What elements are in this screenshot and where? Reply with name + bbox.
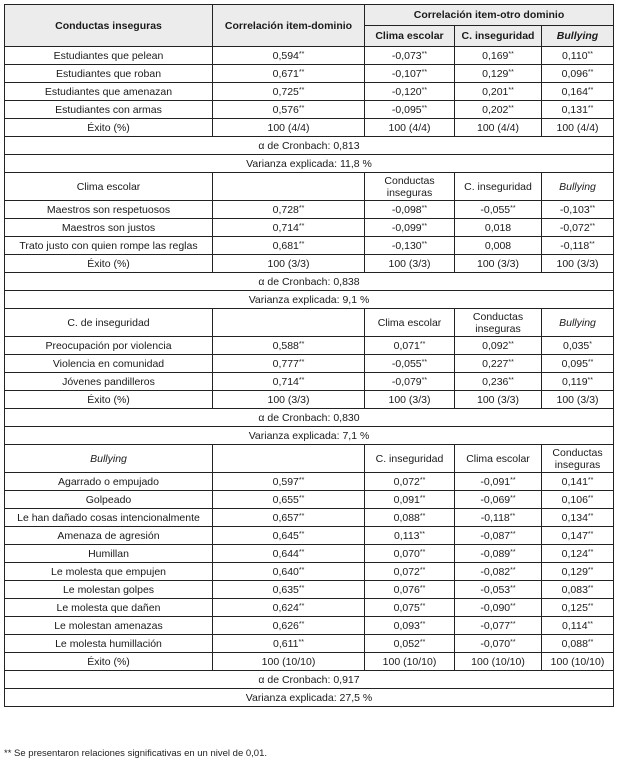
significance-mark: ** — [298, 512, 305, 520]
row-label: Le molestan amenazas — [5, 617, 213, 635]
significance-mark: ** — [419, 340, 426, 348]
significance-mark: ** — [298, 340, 305, 348]
significance-mark: ** — [510, 584, 516, 592]
row-value: 0,091** — [365, 491, 455, 509]
cronbach-alpha-row — [5, 273, 614, 291]
header-sub-1: Clima escolar — [365, 26, 455, 47]
row-label: Amenaza de agresión — [5, 527, 213, 545]
significance-mark: ** — [298, 376, 305, 384]
row-value: 100 (3/3) — [455, 255, 542, 273]
significance-mark: ** — [419, 620, 426, 628]
row-label: Agarrado o empujado — [5, 473, 213, 491]
significance-mark: ** — [508, 340, 514, 348]
cronbach-alpha: α de Cronbach: 0,838 — [5, 273, 614, 291]
row-value: 0,597** — [213, 473, 365, 491]
row-value: 0,728** — [213, 201, 365, 219]
row-value: 0,129** — [542, 563, 614, 581]
significance-mark: ** — [298, 566, 305, 574]
section-title: Bullying — [5, 445, 213, 473]
table-row — [5, 581, 614, 599]
row-value: 0,088** — [542, 635, 614, 653]
row-value: -0,079** — [365, 373, 455, 391]
row-value: 0,657** — [213, 509, 365, 527]
significance-mark: ** — [510, 566, 516, 574]
row-value: 100 (4/4) — [365, 119, 455, 137]
significance-mark: ** — [509, 512, 516, 520]
significance-mark: ** — [587, 566, 594, 574]
row-label: Maestros son respetuosos — [5, 201, 213, 219]
table-row — [5, 65, 614, 83]
section-header-row — [5, 173, 614, 201]
table-row — [5, 101, 614, 119]
significance-mark: ** — [510, 602, 516, 610]
row-value: 0,110** — [542, 47, 614, 65]
significance-mark: ** — [587, 512, 594, 520]
explained-variance-row — [5, 689, 614, 707]
row-value: 100 (3/3) — [365, 255, 455, 273]
row-value: -0,055** — [455, 201, 542, 219]
table-row — [5, 617, 614, 635]
section-subhead: Bullying — [542, 309, 614, 337]
significance-mark: ** — [510, 494, 516, 502]
significance-mark: ** — [298, 222, 305, 230]
row-label: Maestros son justos — [5, 219, 213, 237]
significance-mark: ** — [587, 602, 594, 610]
row-value: -0,095** — [365, 101, 455, 119]
significance-mark: ** — [587, 358, 594, 366]
row-value: 0,072** — [365, 563, 455, 581]
row-value: 0,147** — [542, 527, 614, 545]
row-value: 0,119** — [542, 373, 614, 391]
significance-mark: ** — [298, 358, 305, 366]
row-value: 100 (10/10) — [213, 653, 365, 671]
header-sub-2: C. inseguridad — [455, 26, 542, 47]
footnote: ** Se presentaron relaciones significativas en un nivel de 0,01. — [4, 748, 267, 759]
row-label: Le han dañado cosas intencionalmente — [5, 509, 213, 527]
row-value: -0,077** — [455, 617, 542, 635]
row-label: Éxito (%) — [5, 255, 213, 273]
significance-mark: ** — [298, 638, 304, 646]
row-value: 0,035* — [542, 337, 614, 355]
table-row — [5, 491, 614, 509]
significance-mark: ** — [510, 530, 516, 538]
significance-mark: ** — [589, 204, 596, 212]
row-value: 0,095** — [542, 355, 614, 373]
row-value: 0,777** — [213, 355, 365, 373]
significance-mark: ** — [421, 222, 428, 230]
table-row — [5, 373, 614, 391]
significance-mark: ** — [419, 530, 425, 538]
explained-variance-row — [5, 155, 614, 173]
row-value: -0,053** — [455, 581, 542, 599]
row-label: Violencia en comunidad — [5, 355, 213, 373]
row-value: 0,169** — [455, 47, 542, 65]
row-value: -0,091** — [455, 473, 542, 491]
significance-mark: ** — [421, 68, 428, 76]
significance-mark: * — [589, 340, 593, 348]
row-value: 0,106** — [542, 491, 614, 509]
explained-variance: Varianza explicada: 11,8 % — [5, 155, 614, 173]
header-item-domain: Correlación item-dominio — [213, 5, 365, 47]
table-row — [5, 563, 614, 581]
significance-mark: ** — [587, 50, 593, 58]
significance-mark: ** — [298, 104, 305, 112]
significance-mark: ** — [298, 204, 305, 212]
row-value: -0,118** — [542, 237, 614, 255]
significance-mark: ** — [421, 50, 428, 58]
table-row — [5, 473, 614, 491]
row-value: -0,090** — [455, 599, 542, 617]
table-row — [5, 391, 614, 409]
section-subhead: Clima escolar — [455, 445, 542, 473]
significance-mark: ** — [419, 476, 426, 484]
correlation-table — [4, 4, 614, 707]
significance-mark: ** — [508, 68, 514, 76]
row-label: Le molestan golpes — [5, 581, 213, 599]
row-value: 0,093** — [365, 617, 455, 635]
table-row — [5, 599, 614, 617]
significance-mark: ** — [587, 476, 594, 484]
section-subhead: Clima escolar — [365, 309, 455, 337]
row-value: -0,130** — [365, 237, 455, 255]
row-label: Estudiantes con armas — [5, 101, 213, 119]
significance-mark: ** — [419, 602, 426, 610]
row-value: 0,092** — [455, 337, 542, 355]
significance-mark: ** — [587, 376, 593, 384]
significance-mark: ** — [421, 358, 428, 366]
significance-mark: ** — [298, 620, 305, 628]
cronbach-alpha: α de Cronbach: 0,917 — [5, 671, 614, 689]
row-value: 0,714** — [213, 373, 365, 391]
significance-mark: ** — [587, 68, 594, 76]
row-value: 0,671** — [213, 65, 365, 83]
section-subhead: Conductas inseguras — [365, 173, 455, 201]
cronbach-alpha: α de Cronbach: 0,830 — [5, 409, 614, 427]
explained-variance-row — [5, 291, 614, 309]
row-value: 0,202** — [455, 101, 542, 119]
row-value: 100 (3/3) — [455, 391, 542, 409]
row-value: 100 (10/10) — [455, 653, 542, 671]
row-label: Humillan — [5, 545, 213, 563]
row-value: 0,052** — [365, 635, 455, 653]
significance-mark: ** — [587, 548, 594, 556]
row-value: 0,008 — [455, 237, 542, 255]
significance-mark: ** — [421, 240, 428, 248]
significance-mark: ** — [419, 566, 426, 574]
significance-mark: ** — [510, 548, 516, 556]
table-row — [5, 527, 614, 545]
significance-mark: ** — [510, 620, 516, 628]
significance-mark: ** — [508, 358, 514, 366]
significance-mark: ** — [298, 530, 305, 538]
row-label: Preocupación por violencia — [5, 337, 213, 355]
row-value: 0,576** — [213, 101, 365, 119]
significance-mark: ** — [298, 50, 305, 58]
section-subhead: Conductas inseguras — [455, 309, 542, 337]
significance-mark: ** — [587, 530, 594, 538]
table-row — [5, 47, 614, 65]
row-value: 0,076** — [365, 581, 455, 599]
significance-mark: ** — [587, 620, 593, 628]
significance-mark: ** — [587, 86, 594, 94]
significance-mark: ** — [298, 240, 305, 248]
section-blank-cell — [213, 173, 365, 201]
row-value: -0,087** — [455, 527, 542, 545]
row-value: 0,655** — [213, 491, 365, 509]
header-domain: Conductas inseguras — [5, 5, 213, 47]
row-value: -0,055** — [365, 355, 455, 373]
table-row — [5, 337, 614, 355]
row-value: 0,164** — [542, 83, 614, 101]
significance-mark: ** — [589, 222, 596, 230]
cronbach-alpha: α de Cronbach: 0,813 — [5, 137, 614, 155]
row-value: 0,088** — [365, 509, 455, 527]
row-value: 0,075** — [365, 599, 455, 617]
row-label: Éxito (%) — [5, 119, 213, 137]
table-row — [5, 635, 614, 653]
row-value: 0,594** — [213, 47, 365, 65]
row-label: Éxito (%) — [5, 391, 213, 409]
row-value: 0,070** — [365, 545, 455, 563]
row-value: 100 (3/3) — [365, 391, 455, 409]
row-value: 0,611** — [213, 635, 365, 653]
significance-mark: ** — [508, 376, 514, 384]
table-row — [5, 237, 614, 255]
cronbach-alpha-row — [5, 409, 614, 427]
row-label: Le molesta que dañen — [5, 599, 213, 617]
row-label: Le molesta humillación — [5, 635, 213, 653]
significance-mark: ** — [587, 638, 594, 646]
row-label: Éxito (%) — [5, 653, 213, 671]
row-label: Trato justo con quien rompe las reglas — [5, 237, 213, 255]
row-label: Golpeado — [5, 491, 213, 509]
row-value: 0,714** — [213, 219, 365, 237]
row-value: 0,114** — [542, 617, 614, 635]
row-value: -0,073** — [365, 47, 455, 65]
row-value: 0,635** — [213, 581, 365, 599]
section-header-row — [5, 445, 614, 473]
table-row — [5, 355, 614, 373]
row-label: Estudiantes que roban — [5, 65, 213, 83]
significance-mark: ** — [298, 494, 305, 502]
row-label: Jóvenes pandilleros — [5, 373, 213, 391]
header-row-1 — [5, 5, 614, 26]
significance-mark: ** — [298, 68, 305, 76]
explained-variance-row — [5, 427, 614, 445]
row-value: 0,072** — [365, 473, 455, 491]
row-value: -0,103** — [542, 201, 614, 219]
table-row — [5, 119, 614, 137]
section-title: C. de inseguridad — [5, 309, 213, 337]
row-value: -0,070** — [455, 635, 542, 653]
table-row — [5, 201, 614, 219]
row-value: 0,134** — [542, 509, 614, 527]
row-value: 0,141** — [542, 473, 614, 491]
row-value: 100 (3/3) — [542, 391, 614, 409]
table-row — [5, 255, 614, 273]
significance-mark: ** — [419, 548, 426, 556]
cronbach-alpha-row — [5, 137, 614, 155]
table-row — [5, 83, 614, 101]
row-value: 100 (4/4) — [213, 119, 365, 137]
significance-mark: ** — [419, 584, 426, 592]
row-value: 0,131** — [542, 101, 614, 119]
significance-mark: ** — [421, 104, 428, 112]
cronbach-alpha-row — [5, 671, 614, 689]
significance-mark: ** — [510, 204, 516, 212]
row-value: 100 (3/3) — [542, 255, 614, 273]
row-value: 0,588** — [213, 337, 365, 355]
row-value: 0,129** — [455, 65, 542, 83]
section-subhead: Conductas inseguras — [542, 445, 614, 473]
row-value: 0,645** — [213, 527, 365, 545]
header-item-other-domain: Correlación item-otro dominio — [365, 5, 614, 26]
section-subhead: C. inseguridad — [455, 173, 542, 201]
section-blank-cell — [213, 445, 365, 473]
row-value: 0,227** — [455, 355, 542, 373]
significance-mark: ** — [419, 638, 426, 646]
row-value: -0,072** — [542, 219, 614, 237]
explained-variance: Varianza explicada: 27,5 % — [5, 689, 614, 707]
row-value: 0,083** — [542, 581, 614, 599]
row-value: -0,107** — [365, 65, 455, 83]
row-value: -0,089** — [455, 545, 542, 563]
table-row — [5, 545, 614, 563]
row-value: 100 (10/10) — [542, 653, 614, 671]
significance-mark: ** — [508, 50, 514, 58]
significance-mark: ** — [587, 584, 594, 592]
row-value: 0,113** — [365, 527, 455, 545]
row-value: -0,082** — [455, 563, 542, 581]
row-value: 0,071** — [365, 337, 455, 355]
significance-mark: ** — [589, 240, 595, 248]
significance-mark: ** — [419, 494, 426, 502]
significance-mark: ** — [510, 638, 516, 646]
significance-mark: ** — [510, 476, 516, 484]
row-value: 0,644** — [213, 545, 365, 563]
section-title: Clima escolar — [5, 173, 213, 201]
significance-mark: ** — [421, 86, 428, 94]
significance-mark: ** — [587, 104, 594, 112]
row-value: -0,099** — [365, 219, 455, 237]
significance-mark: ** — [508, 86, 514, 94]
row-value: 0,124** — [542, 545, 614, 563]
significance-mark: ** — [298, 602, 305, 610]
row-label: Estudiantes que amenazan — [5, 83, 213, 101]
significance-mark: ** — [421, 204, 428, 212]
row-value: 0,096** — [542, 65, 614, 83]
row-value: 0,125** — [542, 599, 614, 617]
row-value: -0,118** — [455, 509, 542, 527]
significance-mark: ** — [419, 512, 426, 520]
row-value: 0,626** — [213, 617, 365, 635]
significance-mark: ** — [508, 104, 514, 112]
significance-mark: ** — [298, 86, 305, 94]
table-body — [5, 47, 614, 707]
section-subhead: Bullying — [542, 173, 614, 201]
significance-mark: ** — [587, 494, 594, 502]
row-value: -0,120** — [365, 83, 455, 101]
row-value: 100 (10/10) — [365, 653, 455, 671]
row-value: -0,069** — [455, 491, 542, 509]
row-value: 0,725** — [213, 83, 365, 101]
row-label: Le molesta que empujen — [5, 563, 213, 581]
row-value: -0,098** — [365, 201, 455, 219]
row-value: 0,236** — [455, 373, 542, 391]
explained-variance: Varianza explicada: 9,1 % — [5, 291, 614, 309]
section-subhead: C. inseguridad — [365, 445, 455, 473]
row-value: 100 (4/4) — [542, 119, 614, 137]
significance-mark: ** — [298, 476, 305, 484]
significance-mark: ** — [298, 584, 305, 592]
table-row — [5, 219, 614, 237]
explained-variance: Varianza explicada: 7,1 % — [5, 427, 614, 445]
row-value: 0,018 — [455, 219, 542, 237]
row-value: 100 (3/3) — [213, 255, 365, 273]
row-value: 100 (3/3) — [213, 391, 365, 409]
significance-mark: ** — [298, 548, 305, 556]
table-row — [5, 653, 614, 671]
row-value: 0,201** — [455, 83, 542, 101]
section-blank-cell — [213, 309, 365, 337]
header-sub-3: Bullying — [542, 26, 614, 47]
row-value: 0,681** — [213, 237, 365, 255]
row-value: 0,624** — [213, 599, 365, 617]
significance-mark: ** — [421, 376, 428, 384]
row-label: Estudiantes que pelean — [5, 47, 213, 65]
row-value: 100 (4/4) — [455, 119, 542, 137]
table-row — [5, 509, 614, 527]
row-value: 0,640** — [213, 563, 365, 581]
section-header-row — [5, 309, 614, 337]
